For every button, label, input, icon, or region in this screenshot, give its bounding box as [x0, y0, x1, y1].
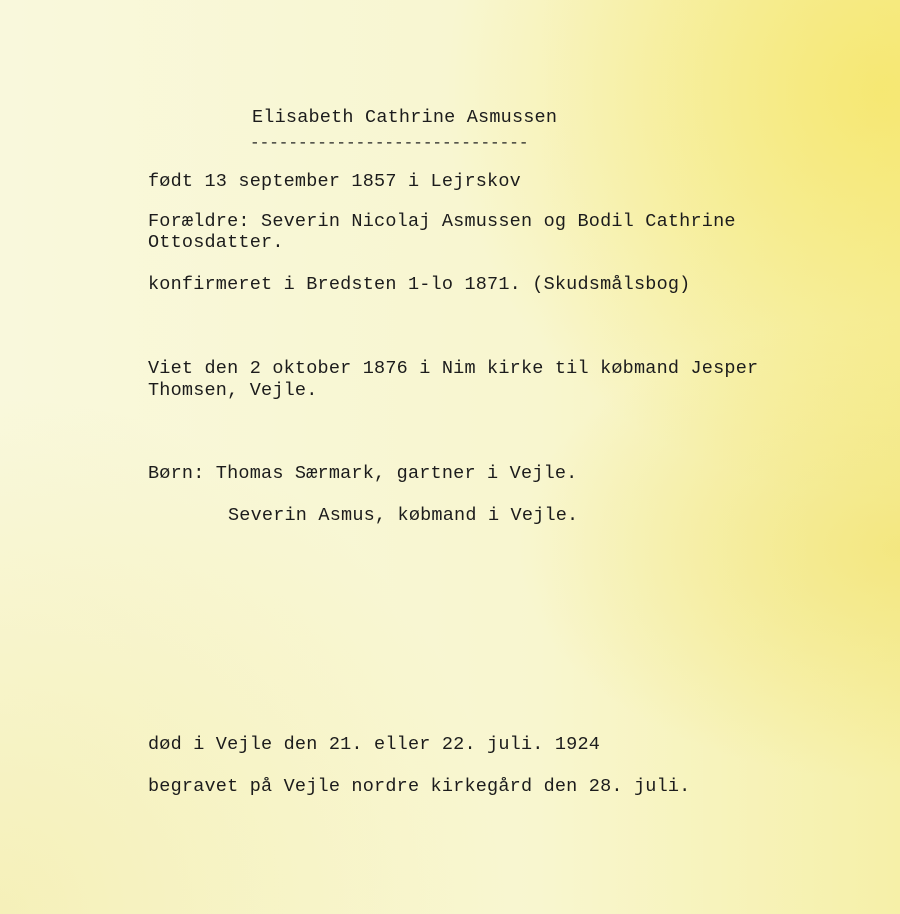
burial-line: begravet på Vejle nordre kirkegård den 28. juli.	[148, 776, 691, 797]
children-line-1: Børn: Thomas Særmark, gartner i Vejle.	[148, 463, 578, 484]
marriage-line-1: Viet den 2 oktober 1876 i Nim kirke til købmand Jesper	[148, 358, 759, 379]
parents-line-1: Forældre: Severin Nicolaj Asmussen og Bodil Cathrine	[148, 211, 736, 232]
title-underline: -----------------------------	[250, 134, 529, 152]
document-title: Elisabeth Cathrine Asmussen	[252, 107, 558, 128]
marriage-line-2: Thomsen, Vejle.	[148, 380, 318, 401]
birth-line: født 13 september 1857 i Lejrskov	[148, 171, 521, 192]
death-line: død i Vejle den 21. eller 22. juli. 1924	[148, 734, 601, 755]
confirmation-line: konfirmeret i Bredsten 1-lo 1871. (Skudsmålsbog)	[148, 274, 691, 295]
children-line-2: Severin Asmus, købmand i Vejle.	[228, 505, 579, 526]
parents-line-2: Ottosdatter.	[148, 232, 284, 253]
